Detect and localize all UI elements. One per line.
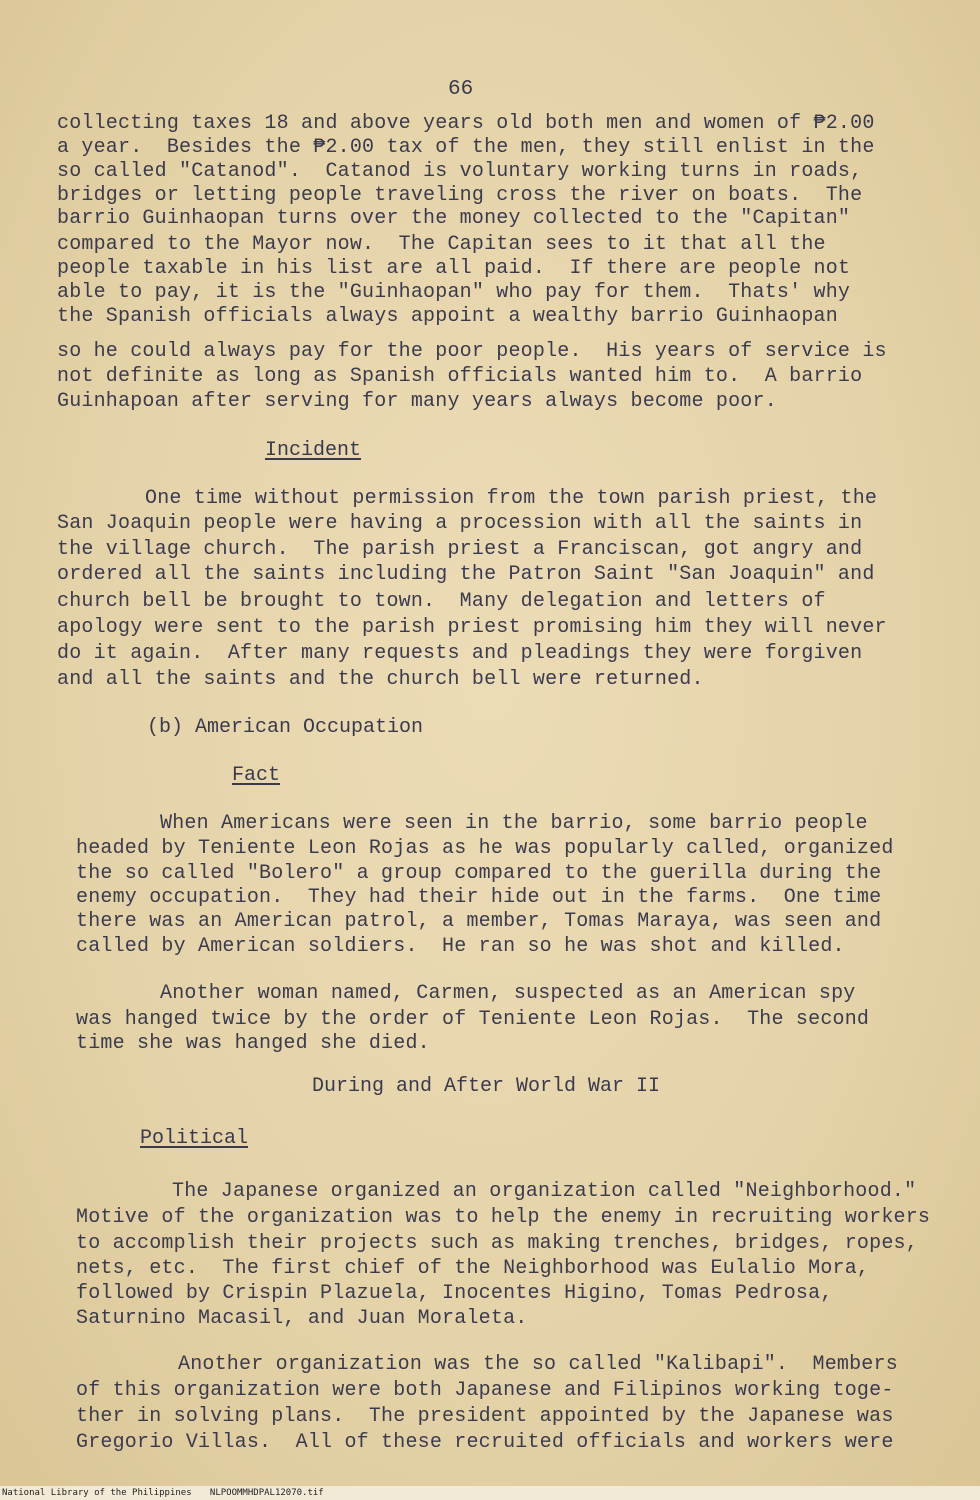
text-line: enemy occupation. They had their hide out in the farms. One time	[76, 886, 882, 909]
footer-filename: NLPOOMMHDPAL12070.tif	[209, 1488, 324, 1498]
text-line: Gregorio Villas. All of these recruited officials and workers were	[76, 1431, 894, 1454]
footer-source: National Library of the Philippines	[2, 1488, 192, 1498]
text-line: was hanged twice by the order of Teniente Leon Rojas. The second	[76, 1008, 870, 1031]
text-line: a year. Besides the ₱2.00 tax of the men, they still enlist in the	[57, 136, 875, 159]
text-line: collecting taxes 18 and above years old both men and women of ₱2.00	[57, 112, 875, 135]
text-line: barrio Guinhaopan turns over the money collected to the "Capitan"	[57, 207, 851, 230]
text-line: nets, etc. The first chief of the Neighborhood was Eulalio Mora,	[76, 1257, 870, 1280]
text-line: time she was hanged she died.	[76, 1032, 430, 1055]
page-number: 66	[448, 78, 474, 101]
scan-footer	[0, 1486, 980, 1500]
text-line: headed by Teniente Leon Rojas as he was popularly called, organized	[76, 837, 894, 860]
text-line: bridges or letting people traveling cross the river on boats. The	[57, 184, 863, 207]
text-line: of this organization were both Japanese and Filipinos working toge-	[76, 1379, 894, 1402]
text-line: do it again. After many requests and pleadings they were forgiven	[57, 642, 863, 665]
text-line: Another woman named, Carmen, suspected as an American spy	[160, 982, 856, 1005]
text-line: When Americans were seen in the barrio, some barrio people	[160, 812, 868, 835]
text-line: there was an American patrol, a member, Tomas Maraya, was seen and	[76, 910, 882, 933]
text-line: The Japanese organized an organization called "Neighborhood."	[172, 1180, 917, 1203]
text-line: the village church. The parish priest a Franciscan, got angry and	[57, 538, 863, 561]
text-line: not definite as long as Spanish officials wanted him to. A barrio	[57, 365, 863, 388]
text-line: church bell be brought to town. Many delegation and letters of	[57, 590, 826, 613]
text-line: the Spanish officials always appoint a wealthy barrio Guinhaopan	[57, 305, 838, 328]
text-line: able to pay, it is the "Guinhaopan" who pay for them. Thats' why	[57, 281, 851, 304]
text-line: ther in solving plans. The president appointed by the Japanese was	[76, 1405, 894, 1428]
political-heading: Political	[140, 1127, 249, 1150]
ww2-heading: During and After World War II	[312, 1075, 661, 1098]
american-occupation-heading: (b) American Occupation	[147, 716, 424, 739]
text-line: the so called "Bolero" a group compared to the guerilla during the	[76, 862, 882, 885]
text-line: Saturnino Macasil, and Juan Moraleta.	[76, 1307, 528, 1330]
text-line: followed by Crispin Plazuela, Inocentes Higino, Tomas Pedrosa,	[76, 1282, 833, 1305]
text-line: to accomplish their projects such as making trenches, bridges, ropes,	[76, 1232, 918, 1255]
text-line: Another organization was the so called "Kalibapi". Members	[178, 1353, 898, 1376]
text-line: ordered all the saints including the Patron Saint "San Joaquin" and	[57, 563, 875, 586]
text-line: so called "Catanod". Catanod is voluntary working turns in roads,	[57, 160, 863, 183]
text-line: Motive of the organization was to help the enemy in recruiting workers	[76, 1206, 931, 1229]
text-line: apology were sent to the parish priest promising him they will never	[57, 616, 887, 639]
text-line: so he could always pay for the poor people. His years of service is	[57, 340, 887, 363]
text-line: and all the saints and the church bell were returned.	[57, 668, 704, 691]
text-line: San Joaquin people were having a procession with all the saints in	[57, 512, 863, 535]
incident-heading: Incident	[265, 439, 362, 462]
text-line: Guinhapoan after serving for many years always become poor.	[57, 390, 777, 413]
text-line: people taxable in his list are all paid. If there are people not	[57, 257, 851, 280]
text-line: called by American soldiers. He ran so he was shot and killed.	[76, 935, 845, 958]
fact-heading: Fact	[232, 764, 281, 787]
text-line: compared to the Mayor now. The Capitan sees to it that all the	[57, 233, 826, 256]
text-line: One time without permission from the town parish priest, the	[145, 487, 878, 510]
